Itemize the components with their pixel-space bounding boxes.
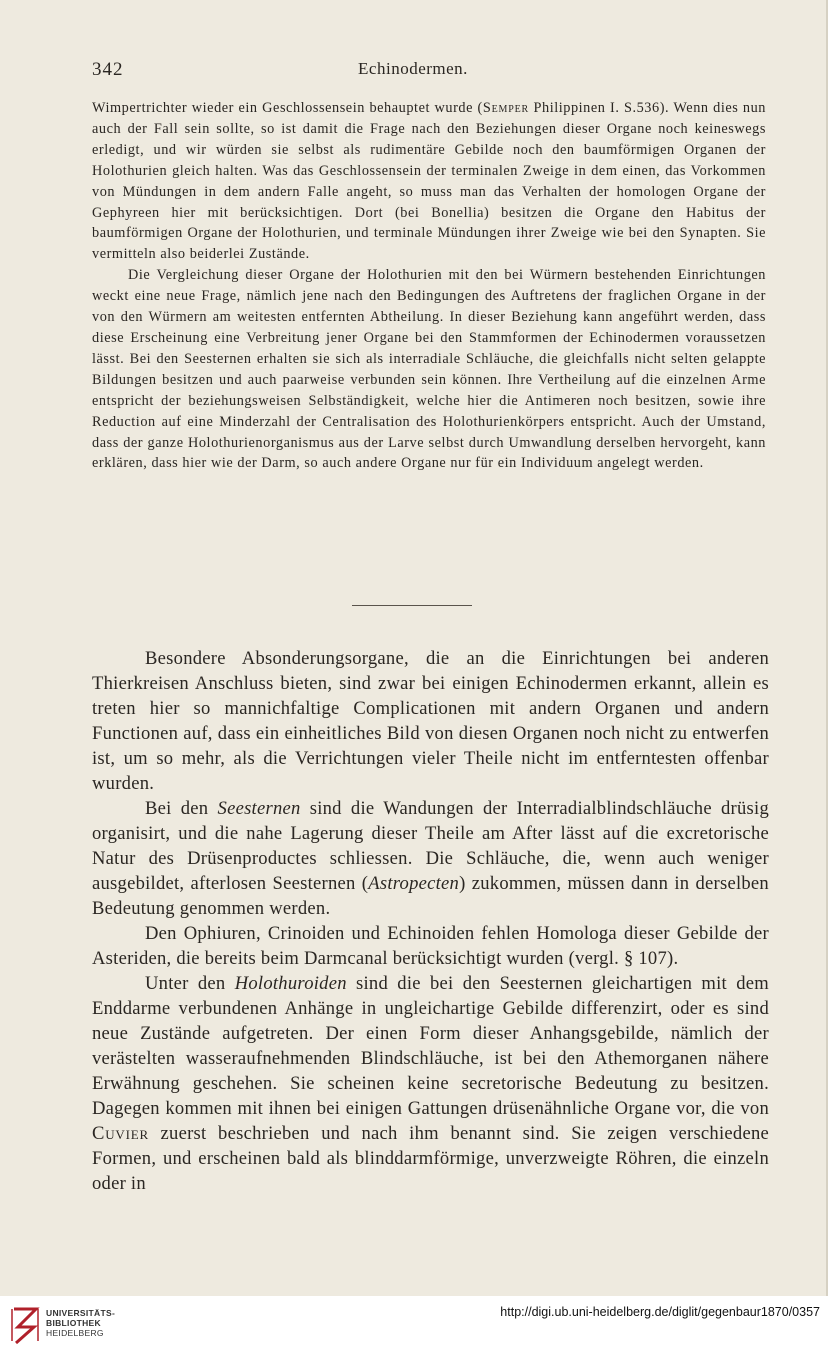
library-logo-icon[interactable] <box>10 1305 40 1345</box>
text-run: sind die Wandungen der Interradialblindschläuche drüsig organisirt, und die nahe Lagerung dieser Theile am After lässt auf die excretorische Natur des Drüsenproductes schliessen. Die Schläuche, die, wenn auch weniger ausgebildet, afterlosen Seesternen ( <box>92 798 769 894</box>
paragraph-2 <box>92 796 769 921</box>
text-run: zuerst beschrieben und nach ihm benannt sind. Sie zeigen verschiedene Formen, und erscheinen bald als blinddarmförmige, unverzweigte Röhren, die einzeln oder in <box>92 1123 769 1194</box>
small-paragraph-1 <box>92 98 766 265</box>
logo-line-3: HEIDELBERG <box>46 1328 104 1338</box>
source-url-link[interactable]: http://digi.ub.uni-heidelberg.de/diglit/gegenbaur1870/0357 <box>500 1305 820 1319</box>
logo-line-2: BIBLIOTHEK <box>46 1318 101 1328</box>
logo-line-1: UNIVERSITÄTS- <box>46 1308 116 1318</box>
main-text-section <box>92 646 769 1196</box>
author-name-semper: Semper <box>482 100 529 116</box>
paragraph-1: Besondere Absonderungsorgane, die an die Einrichtungen bei anderen Thierkreisen Anschluss bieten, sind zwar bei einigen Echinodermen erkannt, allein es treten hier so mannichfaltige Complicationen mit andern Organen und andern Functionen auf, dass ein einheitliches Bild von diesen Organen noch nicht zu entwerfen ist, um so mehr, als die Verrichtungen vieler Theile nicht im entferntesten offenbar wurden. <box>92 648 769 794</box>
text-run: Wimpertrichter wieder ein Geschlossensein behauptet wurde ( <box>92 100 483 116</box>
text-run: ) zukommen, müssen dann in derselben Bedeutung genommen werden. <box>92 873 769 919</box>
paragraph-4 <box>92 971 769 1196</box>
term-holothuroiden: Holothuroiden <box>234 973 347 994</box>
section-divider <box>352 605 472 606</box>
small-paragraph-2: Die Vergleichung dieser Organe der Holothurien mit den bei Würmern bestehenden Einrichtungen weckt eine neue Frage, nämlich jene nach den Bedingungen des Auftretens der fraglichen Organe in der von den Würmern am weitesten entfernten Abtheilung. In dieser Beziehung kann angeführt werden, dass diese Erscheinung eine Verbreitung jener Organe bei den Stammformen der Echinodermen voraussetzen lässt. Bei den Seesternen erhalten sie sich als interradiale Schläuche, die gleichfalls nicht selten gelappte Bildungen besitzen und auch paarweise verbunden sein können. Ihre Vertheilung auf die einzelnen Arme entspricht der beziehungsweisen Selbständigkeit, welche hier die Antimeren noch besitzen, sowie ihre Reduction auf eine Minderzahl der Centralisation des Holothurienkörpers entspricht. Auch der Umstand, dass der ganze Holothurienorganismus aus der Larve selbst durch Umwandlung derselben hervorgeht, kann erklären, dass hier wie der Darm, so auch andere Organe nur für ein Individuum angelegt werden. <box>92 267 766 472</box>
term-astropecten: Astropecten <box>368 873 460 894</box>
page-number: 342 <box>92 59 124 80</box>
running-title: Echinodermen. <box>358 59 468 78</box>
text-run: Philippinen I. S.536). Wenn dies nun auch der Fall sein sollte, so ist damit die Frage nach den Beziehungen dieser Organe noch keineswegs erledigt, und wir würden sie selbst als rudimentäre Gebilde noch den baumförmigen Organen der Holothurien gleich halten. Was das Geschlossensein der terminalen Zweige in dem einen, das Vorkommen von Mündungen in dem andern Falle angeht, so muss man das Verhalten der homologen Organe der Gephyreen hier mit berücksichtigen. Dort (bei Bonellia) besitzen die Organe den Habitus der baumförmigen Organe der Holothurien, und terminale Mündungen ihrer Zweige wie bei den Synapten. Sie vermitteln also beiderlei Zustände. <box>92 100 767 263</box>
paragraph-3: Den Ophiuren, Crinoiden und Echinoiden fehlen Homologa dieser Gebilde der Asteriden, die bereits beim Darmcanal berücksichtigt wurden (vergl. § 107). <box>92 923 769 969</box>
library-logo-text[interactable] <box>46 1308 115 1338</box>
term-seesternen: Seesternen <box>217 798 301 819</box>
small-print-section <box>92 98 766 474</box>
text-run: Bei den <box>145 798 218 819</box>
text-run: Unter den <box>145 973 235 994</box>
text-run: sind die bei den Seesternen gleichartigen mit dem Enddarme verbundenen Anhänge in ungleichartige Gebilde differenzirt, oder es sind neue Zustände aufgetreten. Der einen Form dieser Anhangsgebilde, nämlich der verästelten wasseraufnehmenden Blindschläuche, ist bei den Athemorganen nähere Erwähnung geschehen. Sie scheinen keine secretorische Bedeutung zu besitzen. Dagegen kommen mit ihnen bei einigen Gattungen drüsenähnliche Organe vor, die von <box>92 973 769 1119</box>
author-name-cuvier: Cuvier <box>92 1123 149 1144</box>
